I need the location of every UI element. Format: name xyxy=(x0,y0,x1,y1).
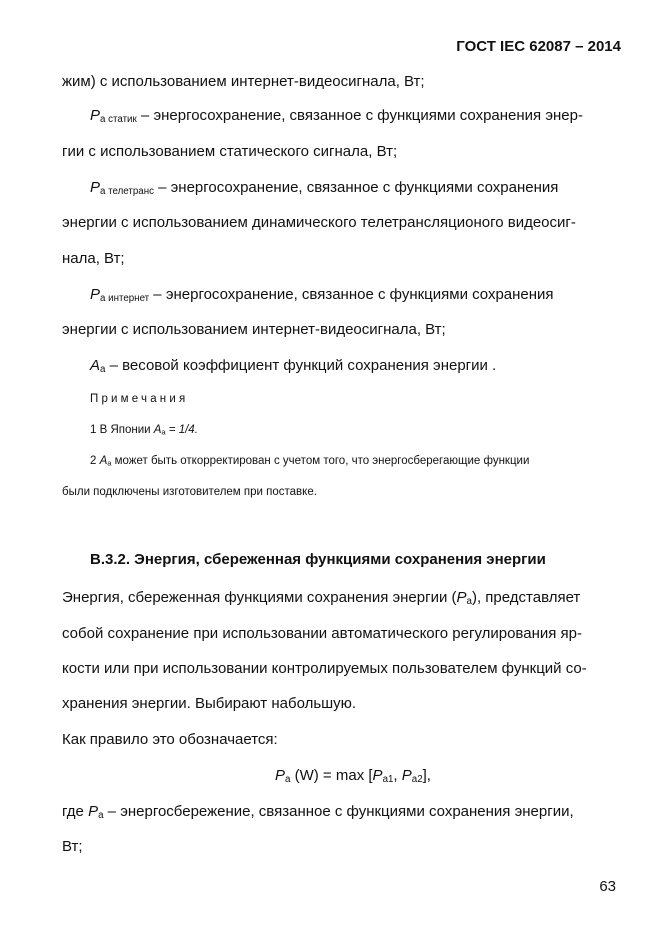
paragraph-line: хранения энергии. Выбирают набольшую. xyxy=(62,695,357,712)
symbol-subscript: а интернет xyxy=(100,292,150,304)
formula-text: (W) = max [ xyxy=(290,767,373,784)
symbol-subscript: а телетранс xyxy=(100,185,154,197)
symbol: P xyxy=(275,767,286,784)
paragraph-line: Вт; xyxy=(62,838,83,855)
symbol: P xyxy=(88,803,99,820)
formula-text: ], xyxy=(422,767,431,784)
definition-a xyxy=(90,358,496,375)
paragraph-text: – энергосбережение, связанное с функциями сохранения энергии, xyxy=(103,803,574,820)
definition-p-tele xyxy=(90,180,558,197)
definition-text: – энергосохранение, связанное с функциями сохранения xyxy=(153,179,559,196)
symbol: A xyxy=(153,424,162,436)
symbol-subscript: а xyxy=(100,363,106,375)
definition-text: – энергосохранение, связанное с функциями сохранения энер- xyxy=(136,107,583,124)
paragraph-text: Энергия, сбереженная функциями сохранения энергии ( xyxy=(62,589,457,606)
symbol: P xyxy=(90,286,101,303)
paragraph-text: ), представляет xyxy=(471,589,581,606)
note-text: может быть откорректирован с учетом того, что энергосберегающие функции xyxy=(111,455,530,467)
symbol: A xyxy=(90,357,101,374)
paragraph-line xyxy=(62,804,574,821)
symbol-subscript: а xyxy=(107,458,112,468)
symbol-subscript: а xyxy=(285,773,291,785)
note-text: 2 xyxy=(90,455,100,467)
note-1 xyxy=(90,425,198,437)
definition-text: – энергосохранение, связанное с функциями сохранения xyxy=(149,286,554,303)
symbol: P xyxy=(401,767,412,784)
definition-p-static xyxy=(90,108,583,125)
text-line: жим) с использованием интернет-видеосигнала, Вт; xyxy=(62,73,425,90)
symbol: P xyxy=(90,107,101,124)
paragraph-text: где xyxy=(62,803,89,820)
section-heading: В.3.2. Энергия, сбереженная функциями сохранения энергии xyxy=(90,551,546,568)
note-value: = 1/4. xyxy=(165,424,198,436)
document-header: ГОСТ IEC 62087 – 2014 xyxy=(456,38,621,55)
text-line: гии с использованием статического сигнала, Вт; xyxy=(62,143,398,160)
note-text: 1 В Японии xyxy=(90,424,154,436)
symbol-subscript: а xyxy=(466,595,472,607)
symbol-subscript: а xyxy=(161,427,166,437)
text-line: нала, Вт; xyxy=(62,250,125,267)
symbol: P xyxy=(372,767,383,784)
paragraph-line: Как правило это обозначается: xyxy=(62,731,278,748)
page-number: 63 xyxy=(599,878,616,895)
symbol: A xyxy=(99,455,108,467)
symbol: P xyxy=(456,589,467,606)
definition-text: – весовой коэффициент функций сохранения энергии . xyxy=(105,357,497,374)
formula-text: , xyxy=(393,767,402,784)
symbol-subscript: а1 xyxy=(382,773,394,785)
symbol-subscript: а xyxy=(98,809,104,821)
symbol: P xyxy=(90,179,101,196)
paragraph-line: кости или при использовании контролируемых пользователем функций со- xyxy=(62,660,587,677)
notes-title: Примечания xyxy=(90,393,189,405)
note-2 xyxy=(90,456,529,468)
symbol-subscript: а статик xyxy=(100,113,137,125)
note-2-continuation: были подключены изготовителем при поставке. xyxy=(62,486,317,498)
paragraph-line: собой сохранение при использовании автоматического регулирования яр- xyxy=(62,625,582,642)
paragraph-line xyxy=(62,590,580,607)
definition-p-internet xyxy=(90,287,554,304)
text-line: энергии с использованием интернет-видеосигнала, Вт; xyxy=(62,321,446,338)
formula xyxy=(275,767,431,785)
symbol-subscript: а2 xyxy=(411,773,423,785)
text-line: энергии с использованием динамического телетрансляционого видеосиг- xyxy=(62,214,576,231)
